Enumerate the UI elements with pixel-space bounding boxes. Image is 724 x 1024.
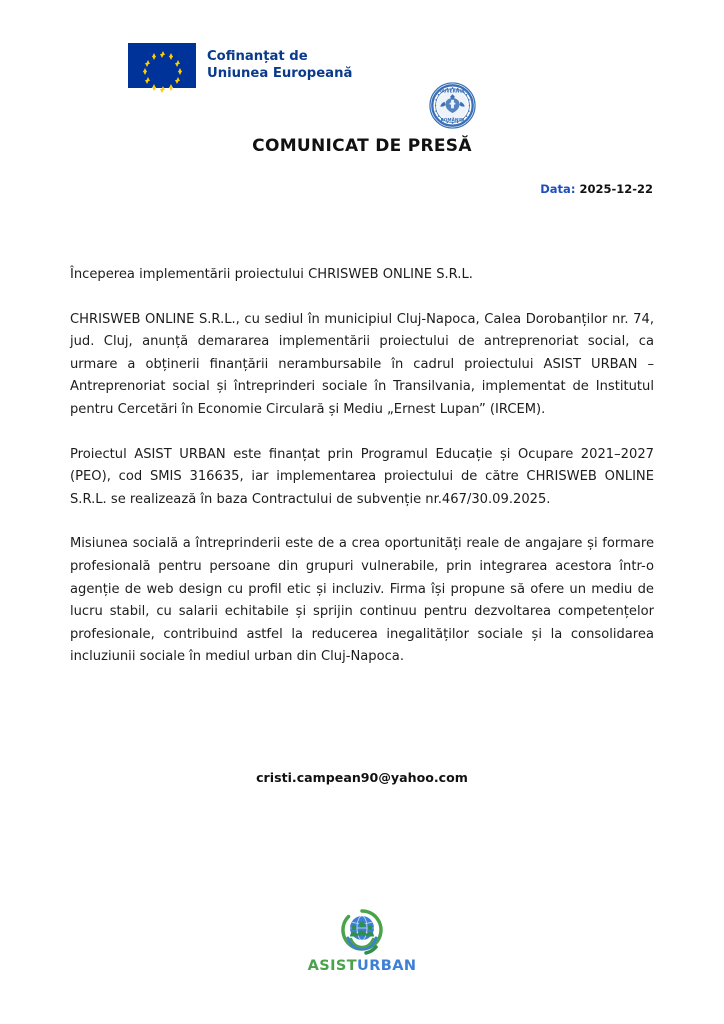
- eu-cofinancing-logo: [128, 43, 352, 88]
- document-body: [70, 264, 654, 669]
- seal-top-text: GUVERNUL: [439, 88, 466, 94]
- eu-logo-line2: Uniunea Europeană: [207, 65, 353, 81]
- eu-logo-text: [207, 49, 352, 82]
- paragraph-intro: Începerea implementării proiectului CHRISWEB ONLINE S.R.L.: [70, 267, 473, 282]
- asisturban-wordmark: [308, 958, 417, 974]
- paragraph-funding: Proiectul ASIST URBAN este finanțat prin Programul Educație și Ocupare 2021–2027 (PEO), cod SMIS 316635, iar implementarea proiectului de către CHRISWEB ONLINE S.R.L. se realizează în baza Contractului de subvenție nr.467/30.09.2025.: [70, 446, 654, 507]
- romania-government-seal-icon: [429, 82, 476, 129]
- date-value: 2025-12-22: [579, 182, 653, 196]
- page-title: COMUNICAT DE PRESĂ: [252, 136, 472, 156]
- document-header: [0, 38, 724, 123]
- seal-bottom-text: ROMÂNIEI: [440, 117, 465, 123]
- asisturban-footer-logo: [0, 908, 724, 974]
- asisturban-logo-icon: [336, 908, 388, 956]
- eu-logo-line1: Cofinanțat de: [207, 49, 308, 64]
- paragraph-mission: Misiunea socială a întreprinderii este de a crea oportunități reale de angajare și formare profesională pentru persoane din grupuri vulnerabile, prin integrarea acestora într-o agenție de web design cu profil etic și incluziv. Firma își propune să ofere un mediu de lucru stabil, cu salarii echitabile și sprijin continuu pentru dezvoltarea competențelor profesionale, contribuind astfel la reducerea inegalităților sociale și la consolidarea incluziunii sociale în mediul urban din Cluj-Napoca.: [70, 536, 654, 665]
- paragraph-company: CHRISWEB ONLINE S.R.L., cu sediul în municipiul Cluj-Napoca, Calea Dorobanților nr. 74, jud. Cluj, anunță demararea implementării proiectului de antreprenoriat social, ca urmare a obținerii finanțării nerambursabile în cadrul proiectului ASIST URBAN – Antreprenoriat social și întreprinderi sociale în Transilvania, implementat de Institutul pentru Cercetări în Economie Circulară și Mediu „Ernest Lupan” (IRCEM).: [70, 311, 654, 417]
- eu-flag-icon: [128, 43, 196, 88]
- wordmark-asist: ASIST: [307, 958, 358, 974]
- date-label: Data:: [540, 182, 576, 196]
- contact-email[interactable]: cristi.campean90@yahoo.com: [256, 770, 468, 785]
- wordmark-urban: URBAN: [357, 958, 417, 974]
- document-date: [540, 182, 653, 196]
